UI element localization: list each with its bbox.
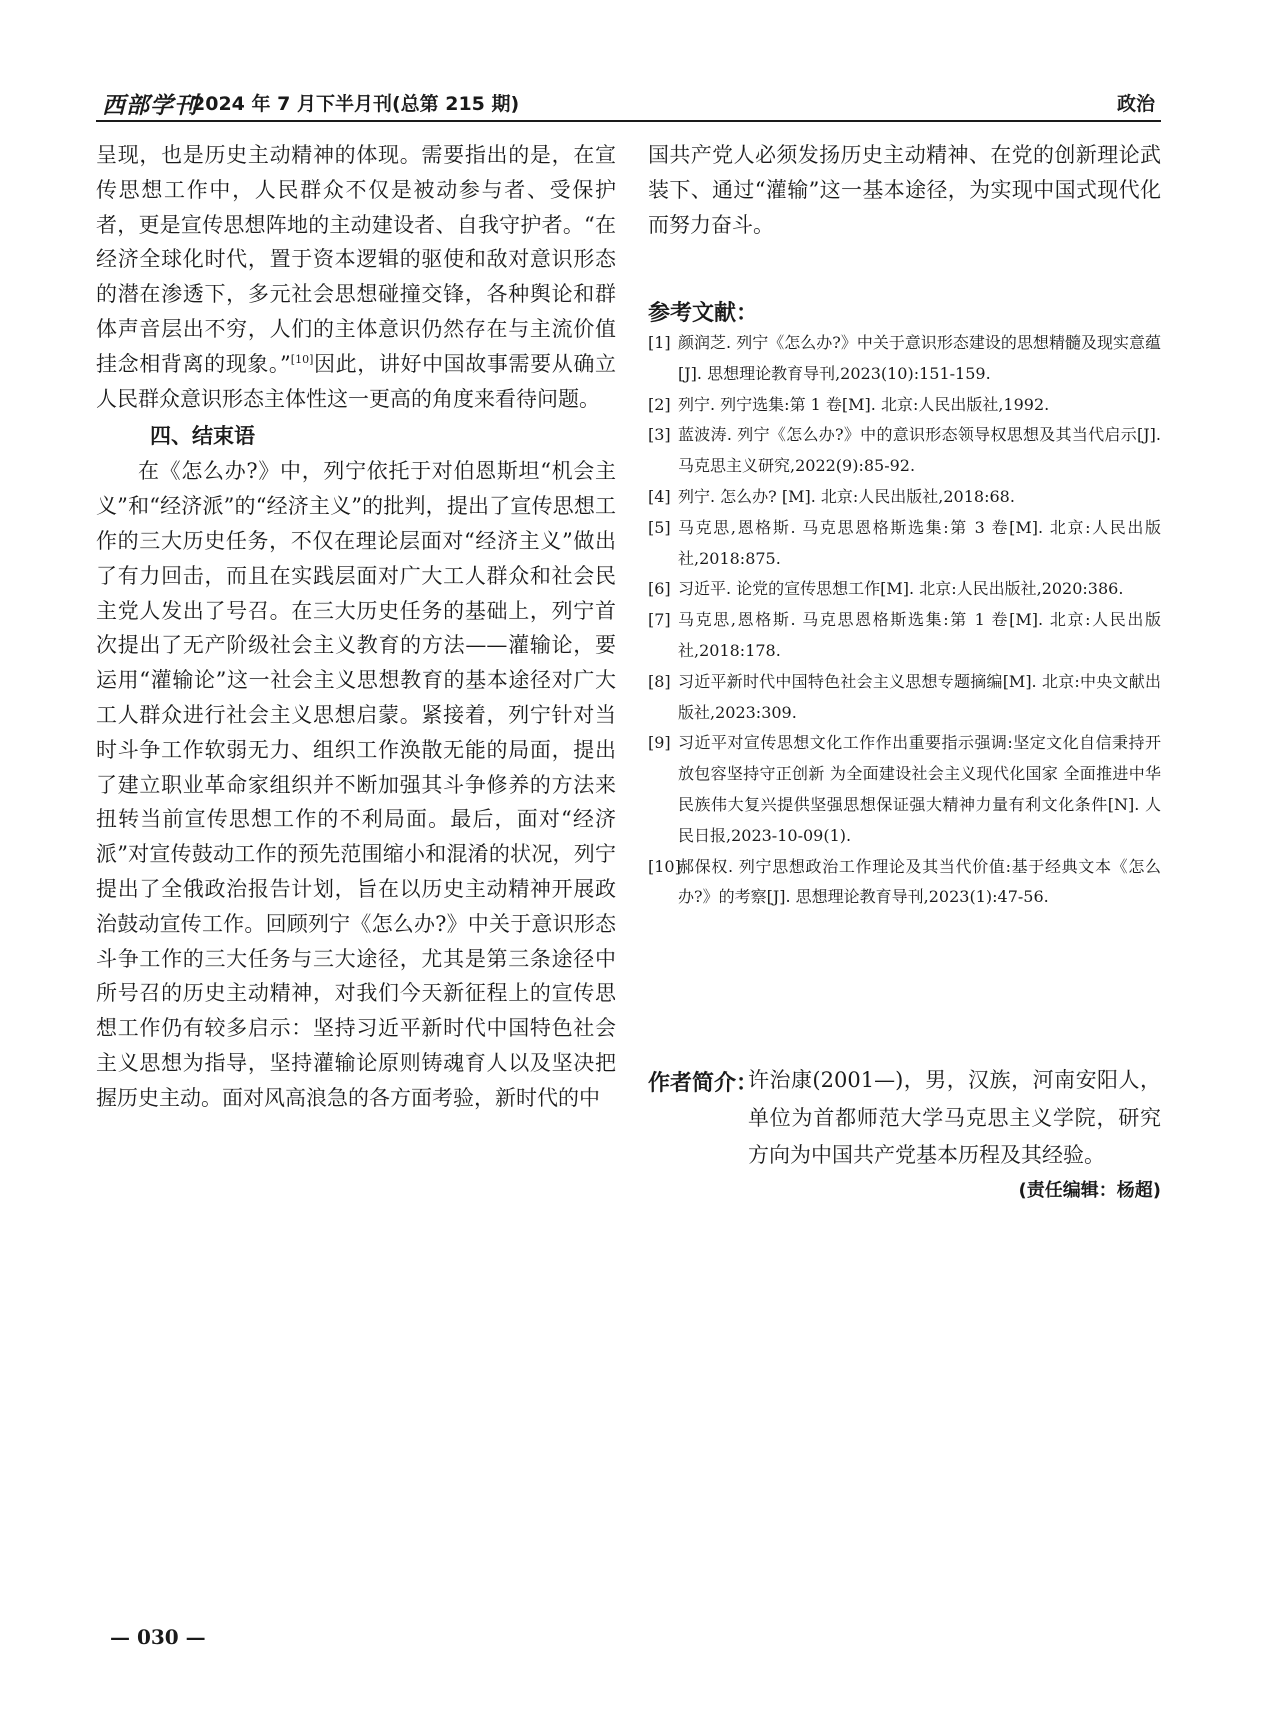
reference-text: 郝保权. 列宁思想政治工作理论及其当代价值:基于经典文本《怎么办?》的考察[J]. 思想理论教育导刊,2023(1):47-56. [678, 856, 1161, 907]
reference-text: 马克思,恩格斯. 马克思恩格斯选集:第 1 卷[M]. 北京:人民出版社,2018:178. [678, 610, 1161, 660]
reference-text: 蓝波涛. 列宁《怎么办?》中的意识形态领导权思想及其当代启示[J]. 马克思主义研究,2022(9):85-92. [678, 425, 1161, 476]
reference-number: [9] [648, 733, 671, 753]
reference-number: [6] [648, 579, 671, 599]
reference-text: 马克思,恩格斯. 马克思恩格斯选集:第 3 卷[M]. 北京:人民出版社,2018:875. [678, 517, 1161, 568]
section-heading: 四、结束语 [150, 424, 255, 449]
reference-text: 列宁. 怎么办? [M]. 北京:人民出版社,2018:68. [678, 486, 1015, 506]
reference-text: 习近平. 论党的宣传思想工作[M]. 北京:人民出版社,2020:386. [678, 579, 1124, 599]
issue-info: 2024 年 7 月下半月刊(总第 215 期) [192, 93, 520, 115]
body-paragraph: 国共产党人必须发扬历史主动精神、在党的创新理论武装下、通过“灌输”这一基本途径，为实现中国式现代化而努力奋斗。 [648, 143, 1161, 237]
reference-text: 习近平对宣传思想文化工作作出重要指示强调:坚定文化自信秉持开放包容坚持守正创新 为全面建设社会主义现代化国家 全面推进中华民族伟大复兴提供坚强思想保证强大精神力量有利文化条件[N]. 人民日报,2023-10-09(1). [678, 733, 1161, 845]
section-label: 政治 [1116, 93, 1155, 115]
reference-text: 列宁. 列宁选集:第 1 卷[M]. 北京:人民出版社,1992. [678, 394, 1050, 414]
author-bio: 许治康(2001—)，男，汉族，河南安阳人，单位为首都师范大学马克思主义学院，研究方向为中国共产党基本历程及其经验。 [748, 1068, 1161, 1167]
page-header [96, 86, 1161, 122]
reference-text: 颜润芝. 列宁《怎么办?》中关于意识形态建设的思想精髓及现实意蕴[J]. 思想理论教育导刊,2023(10):151-159. [678, 333, 1161, 383]
reference-item [648, 728, 1161, 851]
references-heading: 参考文献： [648, 301, 759, 326]
reference-number: [5] [648, 517, 671, 537]
author-label: 作者简介： [648, 1071, 759, 1096]
reference-item [648, 574, 1161, 605]
reference-number: [3] [648, 425, 671, 445]
editor-credit: (责任编辑：杨超) [1018, 1180, 1161, 1201]
reference-number: [1] [648, 333, 671, 352]
references-list [648, 328, 1161, 913]
journal-logo: 西部学刊 [102, 92, 198, 119]
right-column [648, 138, 1161, 242]
reference-item [648, 420, 1161, 482]
reference-number: [10] [648, 856, 681, 876]
citation-marker: [10] [290, 352, 314, 366]
paragraph-text: 因此，讲好中国故事需要从确立人民群众意识形态主体性这一更高的角度来看待问题。 [96, 351, 616, 411]
left-column [96, 138, 616, 1116]
reference-item [648, 482, 1161, 513]
paragraph-text: 呈现，也是历史主动精神的体现。需要指出的是，在宣传思想工作中，人民群众不仅是被动参与者、受保护者，更是宣传思想阵地的主动建设者、自我守护者。“在经济全球化时代，置于资本逻辑的驱使和敌对意识形态的潜在渗透下，多元社会思想碰撞交锋，各种舆论和群体声音层出不穷，人们的主体意识仍然存在与主流价值挂念相背离的现象。” [96, 143, 616, 376]
reference-item [648, 390, 1161, 421]
page-number: — 030 — [110, 1625, 206, 1649]
reference-text: 习近平新时代中国特色社会主义思想专题摘编[M]. 北京:中央文献出版社,2023:309. [678, 671, 1161, 722]
reference-item [648, 605, 1161, 667]
reference-item [648, 852, 1161, 914]
reference-number: [4] [648, 486, 671, 506]
reference-item [648, 328, 1161, 390]
reference-item [648, 667, 1161, 729]
body-paragraph [96, 138, 616, 416]
reference-number: [8] [648, 671, 671, 691]
body-paragraph: 在《怎么办?》中，列宁依托于对伯恩斯坦“机会主义”和“经济派”的“经济主义”的批判，提出了宣传思想工作的三大历史任务，不仅在理论层面对“经济主义”做出了有力回击，而且在实践层面对广大工人群众和社会民主党人发出了号召。在三大历史任务的基础上，列宁首次提出了无产阶级社会主义教育的方法——灌输论，要运用“灌输论”这一社会主义思想教育的基本途径对广大工人群众进行社会主义思想启蒙。紧接着，列宁针对当时斗争工作软弱无力、组织工作涣散无能的局面，提出了建立职业革命家组织并不断加强其斗争修养的方法来扭转当前宣传思想工作的不利局面。最后，面对“经济派”对宣传鼓动工作的预先范围缩小和混淆的状况，列宁提出了全俄政治报告计划，旨在以历史主动精神开展政治鼓动宣传工作。回顾列宁《怎么办?》中关于意识形态斗争工作的三大任务与三大途径，尤其是第三条途径中所号召的历史主动精神，对我们今天新征程上的宣传思想工作仍有较多启示：坚持习近平新时代中国特色社会主义思想为指导，坚持灌输论原则铸魂育人以及坚决把握历史主动。面对风高浪急的各方面考验，新时代的中 [96, 459, 616, 1110]
reference-number: [2] [648, 394, 671, 414]
reference-number: [7] [648, 610, 671, 630]
reference-item [648, 513, 1161, 575]
